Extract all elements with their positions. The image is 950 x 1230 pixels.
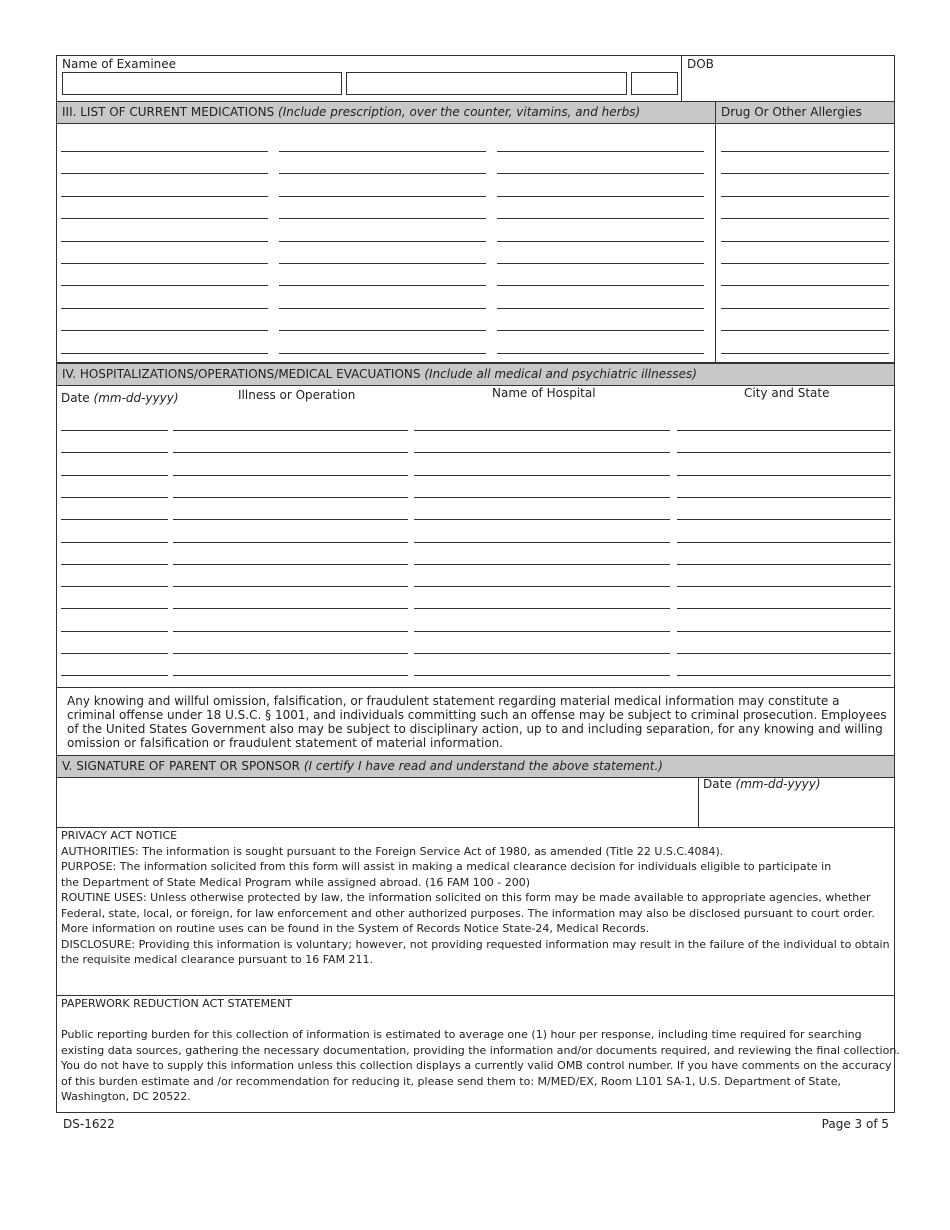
hosp-city-line[interactable] (677, 430, 891, 431)
col-hospital-label: Name of Hospital (492, 386, 596, 400)
hosp-city-line[interactable] (677, 519, 891, 520)
col-city-label: City and State (744, 386, 830, 400)
privacy-line: Federal, state, local, or foreign, for law enforcement and other authorized purposes. The information may also be disclosed pursuant to court order. (61, 906, 875, 920)
hosp-illness-line[interactable] (173, 608, 408, 609)
allergy-entry-line[interactable] (721, 330, 889, 331)
medication-entry-line[interactable] (61, 285, 268, 286)
hosp-date-line[interactable] (61, 542, 168, 543)
hosp-date-line[interactable] (61, 564, 168, 565)
medication-entry-line[interactable] (279, 196, 486, 197)
form-id: DS-1622 (63, 1117, 115, 1131)
medication-entry-line[interactable] (279, 263, 486, 264)
privacy-act-notice (61, 828, 890, 968)
medication-entry-line[interactable] (61, 308, 268, 309)
signature-header: V. SIGNATURE OF PARENT OR SPONSOR (I certify I have read and understand the above statement.) (56, 755, 895, 778)
hosp-illness-line[interactable] (173, 653, 408, 654)
hosp-illness-line[interactable] (173, 564, 408, 565)
name-middle-initial-field[interactable] (631, 72, 678, 95)
hosp-date-line[interactable] (61, 452, 168, 453)
hosp-illness-line[interactable] (173, 430, 408, 431)
signature-date-label: Date (mm-dd-yyyy) (703, 777, 821, 791)
dob-label: DOB (687, 57, 714, 71)
privacy-line: PURPOSE: The information solicited from this form will assist in making a medical clearance decision for individuals eligible to participate in (61, 860, 832, 873)
medication-entry-line[interactable] (497, 196, 704, 197)
warning-text: Any knowing and willful omission, falsification, or fraudulent statement regarding material medical information may constitute a criminal offense under 18 U.S.C. § 1001, and individuals committing such an offense may be subject to criminal prosecution. Employees of the United States Government also may be subject to disciplinary action, up to and including separation, for any knowing and willing omission or falsification or fraudulent statement of material information. (67, 694, 887, 750)
signature-field[interactable] (56, 777, 699, 828)
hosp-name-line[interactable] (414, 653, 670, 654)
paperwork-statement (61, 1027, 900, 1105)
hosp-name-line[interactable] (414, 452, 670, 453)
hosp-name-line[interactable] (414, 675, 670, 676)
medication-entry-line[interactable] (497, 285, 704, 286)
name-last-field[interactable] (346, 72, 627, 95)
paperwork-line: Washington, DC 20522. (61, 1090, 191, 1103)
hosp-city-line[interactable] (677, 608, 891, 609)
hosp-illness-line[interactable] (173, 497, 408, 498)
privacy-act-title: PRIVACY ACT NOTICE (61, 829, 178, 842)
privacy-line: the Department of State Medical Program while assigned abroad. (16 FAM 100 - 200) (61, 875, 530, 889)
paperwork-title: PAPERWORK REDUCTION ACT STATEMENT (61, 997, 293, 1010)
medications-body (56, 123, 716, 363)
hosp-date-line[interactable] (61, 586, 168, 587)
hosp-date-line[interactable] (61, 653, 168, 654)
medication-entry-line[interactable] (497, 218, 704, 219)
medication-entry-line[interactable] (497, 353, 704, 354)
hosp-illness-line[interactable] (173, 475, 408, 476)
allergy-entry-line[interactable] (721, 285, 889, 286)
allergy-entry-line[interactable] (721, 173, 889, 174)
privacy-line: More information on routine uses can be found in the System of Records Notice State-24, Medical Records. (61, 922, 650, 935)
allergy-entry-line[interactable] (721, 263, 889, 264)
hosp-city-line[interactable] (677, 497, 891, 498)
hospitalizations-header: IV. HOSPITALIZATIONS/OPERATIONS/MEDICAL EVACUATIONS (Include all medical and psychiatric illnesses) (56, 363, 895, 386)
medication-entry-line[interactable] (497, 308, 704, 309)
privacy-line: DISCLOSURE: Providing this information is voluntary; however, not providing requested information may result in the failure of the individual to obtain (61, 937, 890, 951)
hosp-date-line[interactable] (61, 497, 168, 498)
dob-divider (681, 55, 682, 102)
name-first-field[interactable] (62, 72, 342, 95)
page-number: Page 3 of 5 (821, 1117, 889, 1131)
hosp-city-line[interactable] (677, 586, 891, 587)
medication-entry-line[interactable] (279, 330, 486, 331)
paperwork-line: Public reporting burden for this collection of information is estimated to average one (1) hour per response, including time required for searching (61, 1028, 862, 1041)
medication-entry-line[interactable] (61, 173, 268, 174)
medication-entry-line[interactable] (279, 218, 486, 219)
medication-entry-line[interactable] (279, 353, 486, 354)
hosp-illness-line[interactable] (173, 542, 408, 543)
hosp-date-line[interactable] (61, 430, 168, 431)
hosp-illness-line[interactable] (173, 586, 408, 587)
hosp-illness-line[interactable] (173, 631, 408, 632)
name-of-examinee-label: Name of Examinee (62, 57, 177, 71)
hosp-date-line[interactable] (61, 608, 168, 609)
hosp-name-line[interactable] (414, 430, 670, 431)
medications-header: III. LIST OF CURRENT MEDICATIONS (Include prescription, over the counter, vitamins, and herbs) (56, 101, 716, 124)
paperwork-line: existing data sources, gathering the necessary documentation, providing the information and/or documents required, and reviewing the final collection. (61, 1043, 900, 1057)
hosp-city-line[interactable] (677, 542, 891, 543)
hosp-date-line[interactable] (61, 475, 168, 476)
hosp-name-line[interactable] (414, 586, 670, 587)
hosp-name-line[interactable] (414, 608, 670, 609)
hosp-name-line[interactable] (414, 497, 670, 498)
hosp-name-line[interactable] (414, 519, 670, 520)
allergy-entry-line[interactable] (721, 151, 889, 152)
allergy-entry-line[interactable] (721, 308, 889, 309)
col-illness-label: Illness or Operation (238, 388, 356, 402)
medication-entry-line[interactable] (497, 173, 704, 174)
paperwork-line: of this burden estimate and /or recommendation for reducing it, please send them to: M/MED/EX, Room L101 SA-1, U.S. Department of State, (61, 1074, 842, 1088)
paperwork-line: You do not have to supply this information unless this collection displays a currently valid OMB control number. If you have comments on the accuracy (61, 1059, 892, 1072)
allergy-entry-line[interactable] (721, 218, 889, 219)
medication-entry-line[interactable] (279, 241, 486, 242)
hosp-city-line[interactable] (677, 631, 891, 632)
medication-entry-line[interactable] (61, 218, 268, 219)
hosp-city-line[interactable] (677, 564, 891, 565)
hosp-city-line[interactable] (677, 452, 891, 453)
hosp-name-line[interactable] (414, 475, 670, 476)
hosp-date-line[interactable] (61, 675, 168, 676)
medication-entry-line[interactable] (61, 263, 268, 264)
privacy-line: the requisite medical clearance pursuant to 16 FAM 211. (61, 953, 374, 966)
privacy-line: ROUTINE USES: Unless otherwise protected by law, the information solicited on this form may be made available to appropriate agencies, whether (61, 891, 871, 904)
medication-entry-line[interactable] (279, 151, 486, 152)
allergy-entry-line[interactable] (721, 353, 889, 354)
hosp-date-line[interactable] (61, 631, 168, 632)
medication-entry-line[interactable] (279, 285, 486, 286)
medication-entry-line[interactable] (61, 196, 268, 197)
allergies-body (715, 123, 895, 363)
hosp-illness-line[interactable] (173, 519, 408, 520)
medication-entry-line[interactable] (61, 353, 268, 354)
hosp-city-line[interactable] (677, 675, 891, 676)
allergies-header: Drug Or Other Allergies (715, 101, 895, 124)
hosp-illness-line[interactable] (173, 452, 408, 453)
medication-entry-line[interactable] (279, 173, 486, 174)
medication-entry-line[interactable] (497, 241, 704, 242)
allergy-entry-line[interactable] (721, 241, 889, 242)
medication-entry-line[interactable] (497, 263, 704, 264)
allergy-entry-line[interactable] (721, 196, 889, 197)
hosp-date-line[interactable] (61, 519, 168, 520)
hosp-city-line[interactable] (677, 475, 891, 476)
hosp-city-line[interactable] (677, 653, 891, 654)
medication-entry-line[interactable] (61, 241, 268, 242)
col-date-label: Date (mm-dd-yyyy) (61, 391, 179, 405)
medication-entry-line[interactable] (279, 308, 486, 309)
hosp-name-line[interactable] (414, 564, 670, 565)
medication-entry-line[interactable] (61, 151, 268, 152)
medication-entry-line[interactable] (61, 330, 268, 331)
privacy-line: AUTHORITIES: The information is sought pursuant to the Foreign Service Act of 1980, as amended (Title 22 U.S.C.4084). (61, 844, 724, 858)
hosp-name-line[interactable] (414, 542, 670, 543)
hosp-illness-line[interactable] (173, 675, 408, 676)
medication-entry-line[interactable] (497, 330, 704, 331)
medication-entry-line[interactable] (497, 151, 704, 152)
hosp-name-line[interactable] (414, 631, 670, 632)
